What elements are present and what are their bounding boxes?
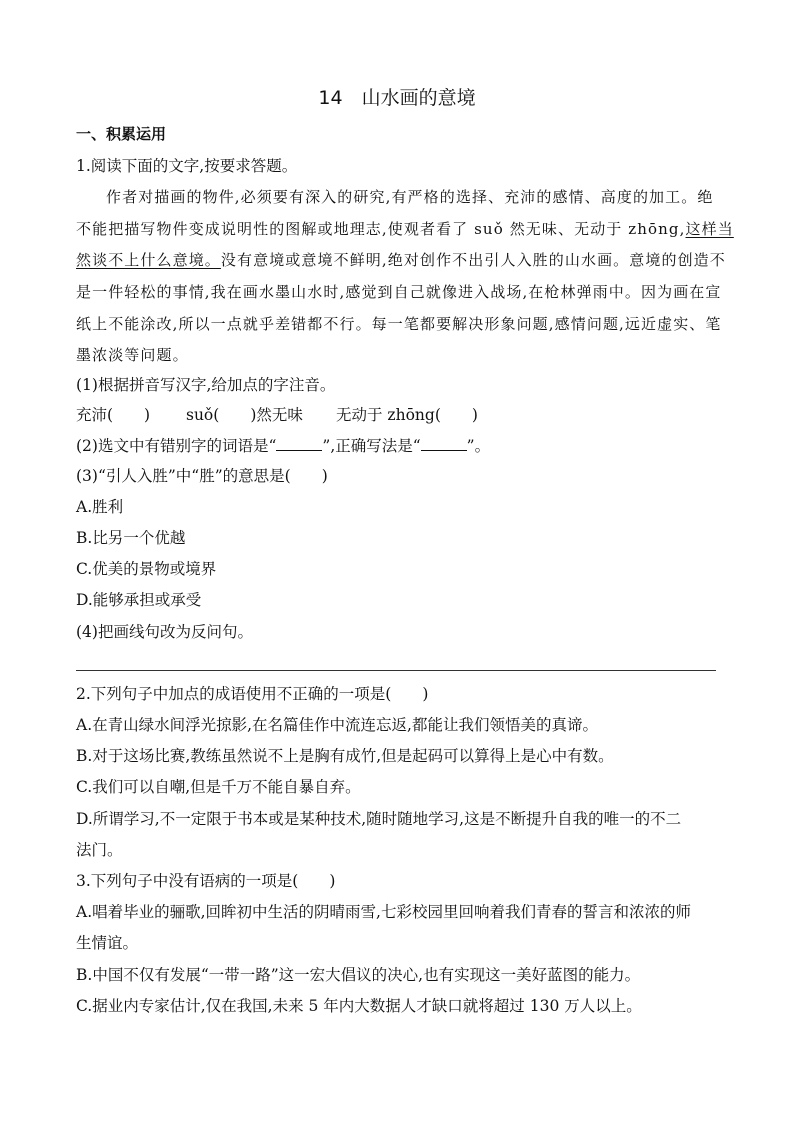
passage-line-4: 是一件轻松的事情,我在画水墨山水时,感觉到自己就像进入战场,在枪林弹雨中。因为画在宣: [76, 283, 722, 301]
passage-line-3-text: 没有意境或意境不鲜明,绝对创作不出引人入胜的山水画。意境的创造不: [220, 251, 726, 269]
q3-option-b[interactable]: B.中国不仅有发展“一带一路”这一宏大倡议的决心,也有实现这一美好蓝图的能力。: [76, 966, 641, 984]
q2-option-c[interactable]: C.我们可以自嘲,但是千万不能自暴自弃。: [76, 778, 361, 796]
underlined-sentence-part1: 这样当: [685, 220, 734, 238]
sub3-option-c[interactable]: C.优美的景物或境界: [76, 560, 217, 578]
underlined-sentence-part2: 然谈不上什么意境。: [76, 251, 221, 269]
sub3-option-d[interactable]: D.能够承担或承受: [76, 591, 202, 609]
q2-option-a[interactable]: A.在青山绿水间浮光掠影,在名篇佳作中流连忘返,都能让我们领悟美的真谛。: [76, 716, 598, 734]
q3-option-c[interactable]: C.据业内专家估计,仅在我国,未来 5 年内大数据人才缺口就将超过 130 万人以上。: [76, 997, 642, 1015]
passage-line-1: 作者对描画的物件,必须要有深入的研究,有严格的选择、充沛的感情、高度的加工。绝: [106, 188, 714, 206]
sub2-text-a: (2)选文中有错别字的词语是“: [76, 437, 277, 455]
sub3-option-b[interactable]: B.比另一个优越: [76, 529, 186, 547]
answer-blank-1[interactable]: [276, 436, 322, 451]
sub1-item-1[interactable]: 充沛( ): [76, 406, 151, 424]
q3-option-a[interactable]: A.唱着毕业的骊歌,回眸初中生活的阴晴雨雪,七彩校园里回响着我们青春的誓言和浓浓的师: [76, 903, 691, 921]
sub1-item-2[interactable]: suǒ( )然无味: [186, 406, 303, 424]
q1-sub4: (4)把画线句改为反问句。: [76, 623, 253, 641]
passage-line-5: 纸上不能涂改,所以一点就乎差错都不行。每一笔都要解决形象问题,感情问题,远近虚实、笔: [76, 315, 722, 333]
sub1-item-3[interactable]: 无动于 zhōng( ): [336, 406, 478, 424]
q3-stem: 3.下列句子中没有语病的一项是( ): [76, 872, 336, 890]
passage-line-2-text: 不能把描写物件变成说明性的图解或地理志,使观者看了 suǒ 然无味、无动于 zhōng,: [76, 220, 686, 238]
q1-sub3: (3)“引人入胜”中“胜”的意思是( ): [76, 467, 328, 485]
q1-stem: 1.阅读下面的文字,按要求答题。: [76, 157, 298, 175]
sub2-text-b: ”,正确写法是“: [322, 437, 421, 455]
answer-line[interactable]: [76, 670, 716, 671]
q2-option-b[interactable]: B.对于这场比赛,教练虽然说不上是胸有成竹,但是起码可以算得上是心中有数。: [76, 747, 614, 765]
passage-line-6: 墨浓淡等问题。: [76, 346, 189, 364]
sub2-text-c: ”。: [466, 437, 491, 455]
page-title: 14 山水画的意境: [318, 87, 476, 109]
q2-option-d-cont: 法门。: [76, 841, 123, 859]
q1-sub2: [76, 436, 490, 456]
passage-line-3: [76, 250, 726, 270]
q1-sub1: (1)根据拼音写汉字,给加点的字注音。: [76, 376, 336, 394]
answer-blank-2[interactable]: [421, 436, 467, 451]
sub3-option-a[interactable]: A.胜利: [76, 498, 124, 516]
q3-option-a-cont: 生情谊。: [76, 934, 139, 952]
section-heading: 一、积累运用: [76, 125, 167, 143]
passage-line-2: [76, 219, 734, 239]
q2-option-d[interactable]: D.所谓学习,不一定限于书本或是某种技术,随时随地学习,这是不断提升自我的唯一的不二: [76, 810, 682, 828]
q2-stem: 2.下列句子中加点的成语使用不正确的一项是( ): [76, 685, 429, 703]
